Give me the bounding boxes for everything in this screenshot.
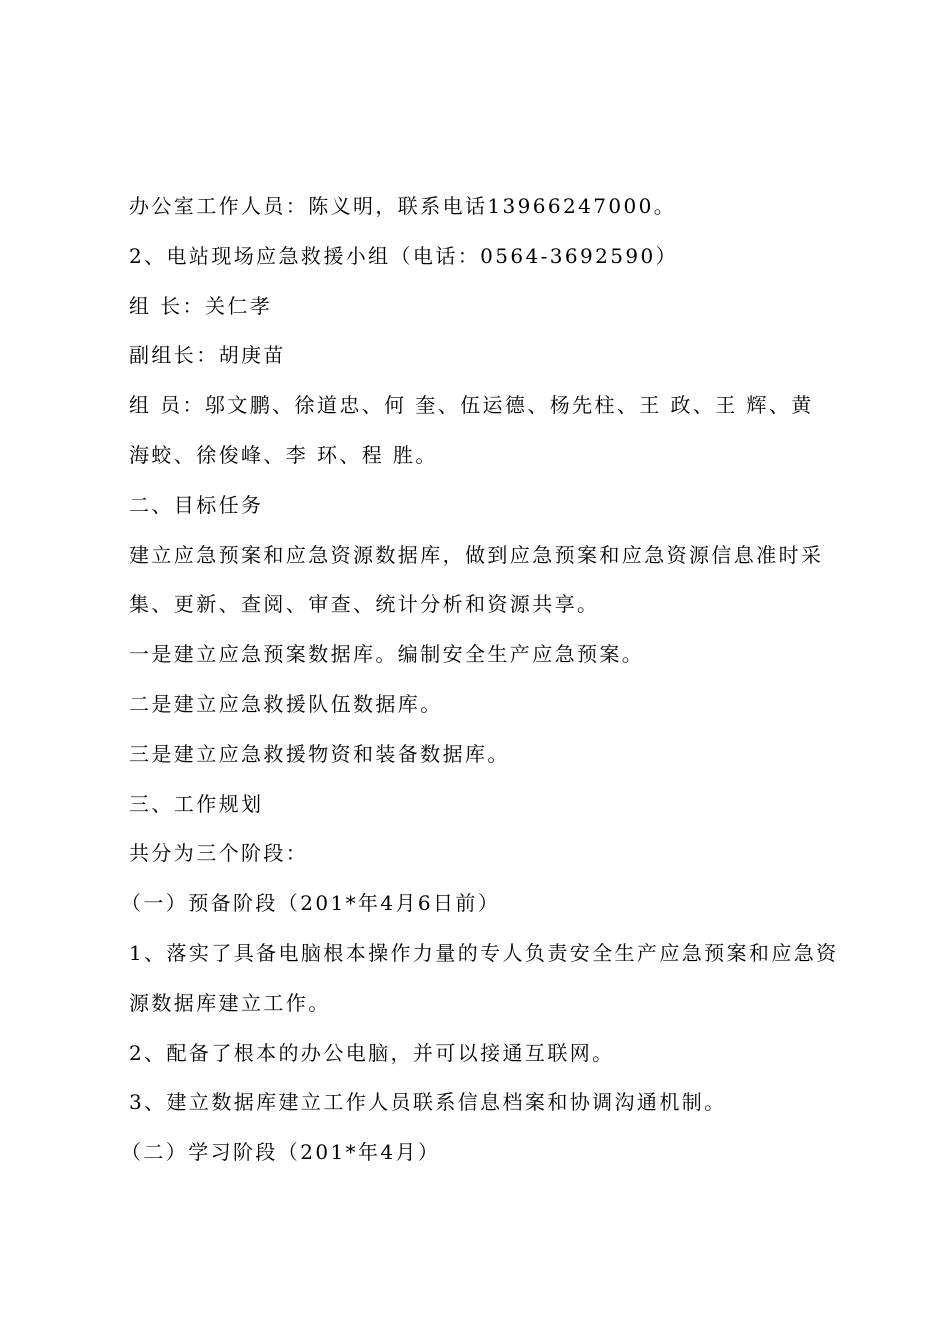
goals-paragraph-line-2: 集、更新、查阅、审查、统计分析和资源共享。 (129, 592, 600, 617)
document-body (121, 188, 839, 1184)
office-staff-line: 办公室工作人员：陈义明，联系电话13966247000。 (129, 194, 677, 218)
section-heading-goals: 二、目标任务 (129, 492, 264, 517)
phase-1-item-3: 3、建立数据库建立工作人员联系信息档案和协调沟通机制。 (129, 1090, 727, 1115)
plan-intro: 共分为三个阶段： (129, 841, 309, 866)
goals-paragraph-line-1: 建立应急预案和应急资源数据库，做到应急预案和应急资源信息准时采 (129, 542, 824, 567)
phase-1-heading: （一）预备阶段（201*年4月6日前） (121, 891, 501, 916)
goal-item-1: 一是建立应急预案数据库。编制安全生产应急预案。 (129, 642, 645, 667)
goal-item-3: 三是建立应急救援物资和装备数据库。 (129, 741, 510, 766)
group-leader-line: 组 长：关仁孝 (129, 293, 273, 318)
phase-1-item-2: 2、配备了根本的办公电脑，并可以接通互联网。 (129, 1040, 615, 1065)
members-line-1: 组 员：邬文鹏、徐道忠、何 奎、伍运德、杨先柱、王 政、王 辉、黄 (129, 393, 814, 418)
phase-1-item-1-line-1: 1、落实了具备电脑根本操作力量的专人负责安全生产应急预案和应急资 (129, 940, 839, 965)
goal-item-2: 二是建立应急救援队伍数据库。 (129, 691, 443, 716)
phase-1-item-1-line-2: 源数据库建立工作。 (129, 990, 331, 1015)
rescue-group-heading: 2、电站现场应急救援小组（电话：0564-3692590） (129, 243, 679, 268)
deputy-leader-line: 副组长：胡庚苗 (129, 343, 286, 368)
section-heading-plan: 三、工作规划 (129, 791, 264, 816)
members-line-2: 海蛟、徐俊峰、李 环、程 胜。 (129, 442, 438, 467)
phase-2-heading: （二）学习阶段（201*年4月） (121, 1140, 441, 1165)
